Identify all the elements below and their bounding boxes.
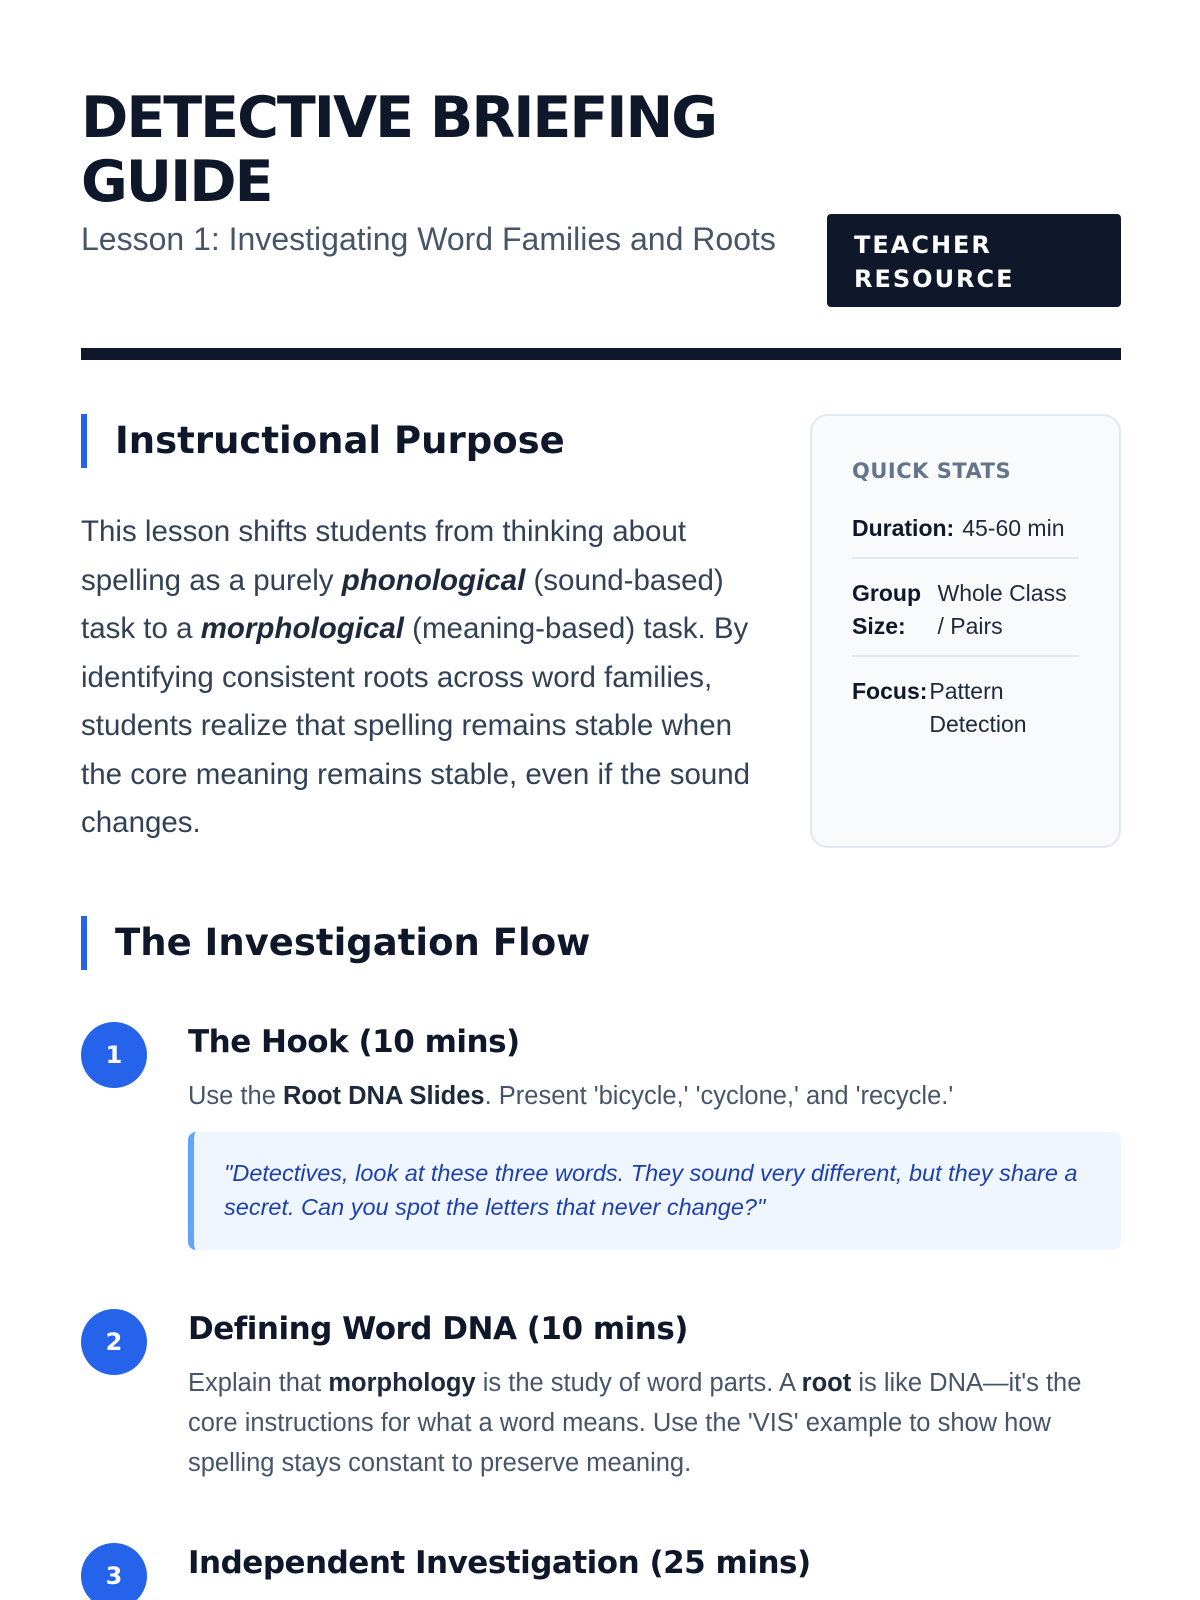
step-title: Defining Word DNA (10 mins) [188, 1311, 688, 1347]
step-resource-name: Root DNA Slides [282, 1082, 485, 1110]
instructional-purpose-heading: Instructional Purpose [81, 414, 565, 468]
step-number-badge: 1 [81, 1022, 147, 1088]
stat-value: Pattern Detection [929, 678, 1027, 737]
purpose-text-part: (sound-based) task to a [81, 563, 724, 645]
purpose-text-part: This lesson shifts students from thinking about spelling as a purely [81, 515, 687, 597]
morphological-term: morphological [200, 612, 404, 645]
quick-stats-card [810, 414, 1121, 848]
step-text: Explain that [188, 1369, 329, 1397]
step-body [188, 1309, 1121, 1483]
stat-focus [852, 675, 1079, 753]
phonological-term: phonological [341, 563, 526, 597]
step-text: is like DNA—it's the core instructions for what a word means. Use the 'VIS' example to show how spelling stays constant to preserve meaning. [188, 1369, 1082, 1477]
investigation-flow-heading: The Investigation Flow [81, 916, 590, 970]
step-description [188, 1363, 1121, 1483]
step-text: Use the [188, 1082, 283, 1110]
stat-label: Group Size: [852, 580, 921, 639]
step-title: Independent Investigation (25 mins) [188, 1545, 811, 1581]
page-title: DETECTIVE BRIEFING GUIDE [81, 85, 717, 215]
step-number-badge: 3 [81, 1543, 147, 1600]
step-body [188, 1543, 1121, 1585]
stat-duration [852, 512, 1079, 559]
teacher-resource-badge: TEACHER RESOURCE [827, 214, 1121, 307]
instructional-purpose-text [81, 508, 761, 848]
step-number-badge: 2 [81, 1309, 147, 1375]
stat-value: Whole Class / Pairs [937, 580, 1067, 639]
teacher-script-quote: "Detectives, look at these three words. They sound very different, but they share a secret. Can you spot the letters that never change?" [188, 1132, 1121, 1250]
root-term: root [801, 1369, 852, 1397]
step-body [188, 1022, 1121, 1250]
header-divider [81, 348, 1121, 360]
lesson-subtitle: Lesson 1: Investigating Word Families and Roots [81, 221, 776, 257]
purpose-text-part: (meaning-based) task. By identifying consistent roots across word families, students realize that spelling remains stable when the core meaning remains stable, even if the sound changes. [81, 612, 751, 839]
stat-label: Duration: [852, 515, 955, 541]
stat-group-size [852, 577, 1079, 657]
quick-stats-heading: QUICK STATS [852, 459, 1012, 483]
morphology-term: morphology [328, 1369, 476, 1397]
step-description [188, 1076, 1121, 1116]
stat-label: Focus: [852, 678, 928, 704]
step-title: The Hook (10 mins) [188, 1024, 520, 1060]
step-text: is the study of word parts. A [475, 1369, 802, 1397]
step-text: . Present 'bicycle,' 'cyclone,' and 'recycle.' [484, 1082, 954, 1110]
stat-value: 45-60 min [962, 515, 1065, 541]
